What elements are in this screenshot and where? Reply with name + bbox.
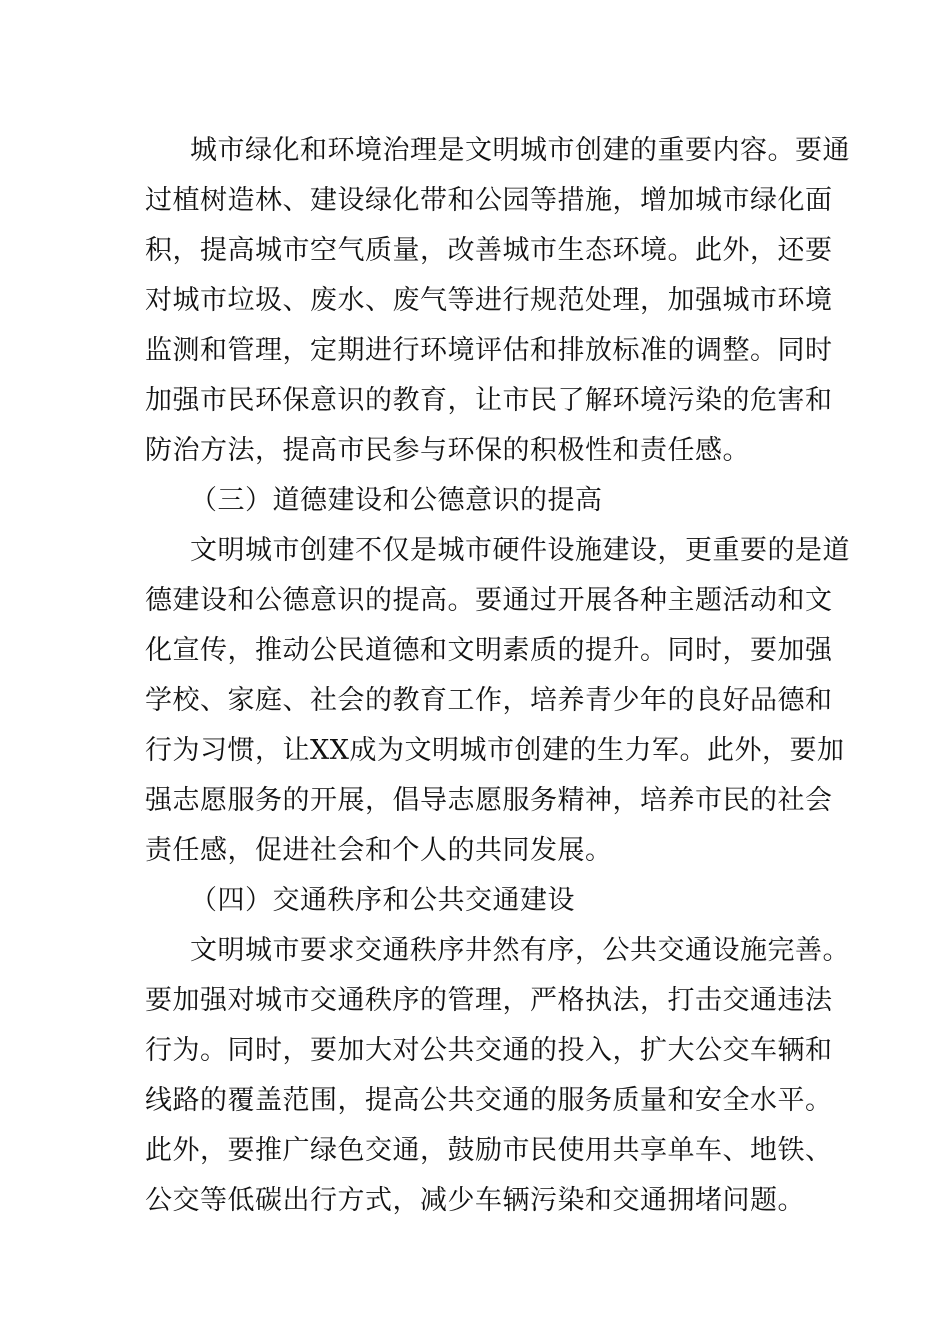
paragraph-3-line-2: 要加强对城市交通秩序的管理，严格执法，打击交通违法 [145,985,833,1016]
paragraph-3-line-5: 此外，要推广绿色交通，鼓励市民使用共享单车、地铁、 [145,1135,833,1166]
paragraph-1-line-3: 积，提高城市空气质量，改善城市生态环境。此外，还要 [145,235,833,266]
paragraph-3-line-6: 公交等低碳出行方式，减少车辆污染和交通拥堵问题。 [145,1185,805,1216]
section-heading-4: （四）交通秩序和公共交通建设 [190,885,575,916]
paragraph-2-line-4: 学校、家庭、社会的教育工作，培养青少年的良好品德和 [145,685,833,716]
section-heading-3: （三）道德建设和公德意识的提高 [190,485,603,516]
paragraph-2-line-1: 文明城市创建不仅是城市硬件设施建设，更重要的是道 [190,535,850,566]
paragraph-2-line-7: 责任感，促进社会和个人的共同发展。 [145,835,613,866]
paragraph-1-line-1: 城市绿化和环境治理是文明城市创建的重要内容。要通 [190,135,850,166]
paragraph-2-line-5: 行为习惯，让XX成为文明城市创建的生力军。此外，要加 [145,735,845,766]
paragraph-3-line-1: 文明城市要求交通秩序井然有序，公共交通设施完善。 [190,935,850,966]
paragraph-2-line-3: 化宣传，推动公民道德和文明素质的提升。同时，要加强 [145,635,833,666]
paragraph-3-line-3: 行为。同时，要加大对公共交通的投入，扩大公交车辆和 [145,1035,833,1066]
paragraph-2-line-2: 德建设和公德意识的提高。要通过开展各种主题活动和文 [145,585,833,616]
paragraph-1-line-2: 过植树造林、建设绿化带和公园等措施，增加城市绿化面 [145,185,833,216]
paragraph-1-line-4: 对城市垃圾、废水、废气等进行规范处理，加强城市环境 [145,285,833,316]
paragraph-2-line-6: 强志愿服务的开展，倡导志愿服务精神，培养市民的社会 [145,785,833,816]
paragraph-3-line-4: 线路的覆盖范围，提高公共交通的服务质量和安全水平。 [145,1085,833,1116]
paragraph-1-line-7: 防治方法，提高市民参与环保的积极性和责任感。 [145,435,750,466]
paragraph-1-line-5: 监测和管理，定期进行环境评估和排放标准的调整。同时 [145,335,833,366]
paragraph-1-line-6: 加强市民环保意识的教育，让市民了解环境污染的危害和 [145,385,833,416]
